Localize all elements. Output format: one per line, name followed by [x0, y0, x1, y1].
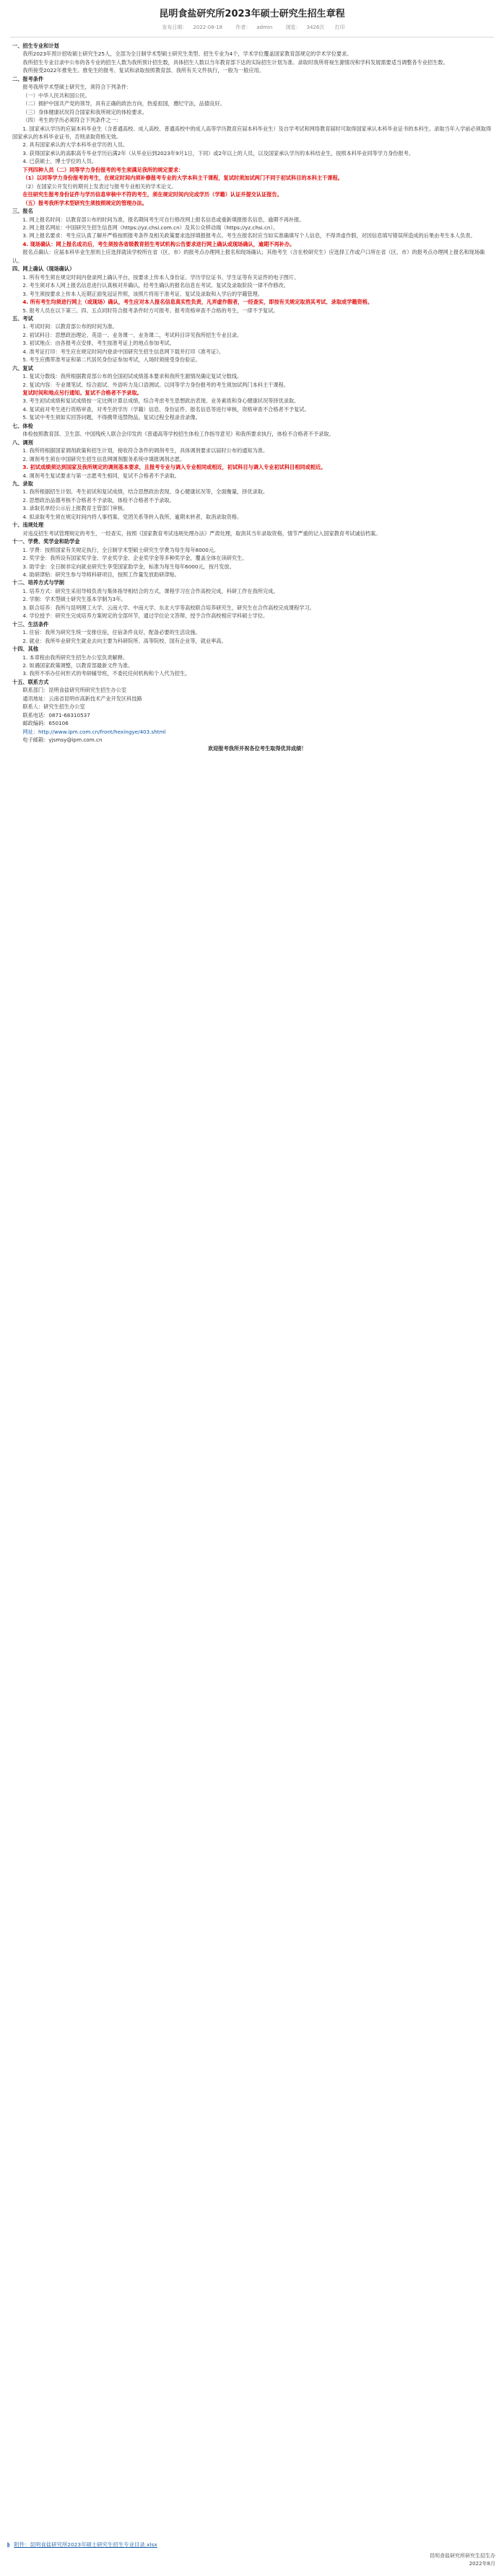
paragraph: （五）报考我所学术型研究生须按照规定的管理办法。 — [22, 199, 147, 206]
paragraph: 3. 初试成绩须达到国家及我所规定的调剂基本要求，且报考专业与调入专业相同或相近，初试科目与调入专业初试科目相同或相近。 — [22, 464, 326, 471]
section-heading: 六、复试 — [12, 364, 33, 372]
paragraph: （三）身体健康状况符合国家和我所规定的体检要求。 — [22, 108, 147, 115]
paragraph: 下列四种人员（二）同等学力身份报考的考生须满足我所的规定要求： — [22, 166, 184, 173]
paragraph: 4. 调剂考生复试要求与第一志愿考生相同，复试不合格者不予录取。 — [22, 472, 180, 479]
paragraph: 3. 获得国家承认的高职高专毕业学历后满2年（从毕业后到2023年9月1日，下同）或2年以上的人员，以及国家承认学历的本科结业生，按照本科毕业同等学力身份报考。 — [22, 149, 414, 157]
paragraph: 3. 初试地点：由各报考点安排，考生按准考证上的地点参加考试。 — [22, 340, 175, 347]
paragraph: 对违反招生考试管理规定的考生，一经查实，按照《国家教育考试违规处理办法》严肃处理，取消其当年录取资格，情节严重的记入国家教育考试诚信档案。 — [22, 529, 381, 537]
print-link[interactable]: 打印 — [334, 25, 345, 30]
paragraph: 1. 住宿：我所为研究生统一安排住宿，住宿条件良好，配备必要的生活设施。 — [22, 629, 201, 636]
paragraph: 体检按照教育部、卫生部、中国残疾人联合会印发的《普通高等学校招生体检工作指导意见》和我所要求执行，体检不合格者不予录取。 — [22, 431, 334, 438]
paragraph: 联系部门：昆明食盐研究所研究生招生办公室 — [22, 687, 127, 694]
paragraph: 1. 复试分数线：我所根据教育部公布的全国初试成绩基本要求和我所生源情况确定复试分数线。 — [22, 373, 243, 380]
paragraph: 联系电话：0871-68310537 — [22, 711, 90, 718]
paragraph[interactable]: 网址：http://www.ipm.com.cn/front/hexingye/403.shtml — [22, 728, 166, 735]
paragraph: （一）中华人民共和国公民。 — [22, 92, 90, 99]
article-meta — [0, 24, 504, 31]
paragraph: 3. 考生须按要求上传本人近期正面免冠证件照，该照片将用于准考证、复试及录取和入学后的学籍管理。 — [22, 290, 263, 297]
paragraph: 复试时间和地点另行通知。复试不合格者不予录取。 — [22, 390, 142, 397]
paragraph: 2. 调剂考生须在中国研究生招生信息网调剂服务系统中填报调剂志愿。 — [22, 455, 186, 462]
paragraph: 1. 我所将根据国家调剂政策和招生计划，接收符合条件的调剂考生，具体调剂要求以届时公布的通知为准。 — [22, 447, 269, 454]
page-title: 昆明食盐研究所2023年硕士研究生招生章程 — [159, 9, 345, 19]
section-heading: 二、报考条件 — [12, 75, 44, 82]
paragraph: 2. 如遇国家政策调整，以教育部最新文件为准。 — [22, 661, 134, 669]
section-heading: 四、网上确认（现场确认） — [12, 265, 75, 273]
paragraph: 4. 现场确认：网上报名成功后，考生须按各省级教育招生考试机构公告要求进行网上确认或现场确认，逾期不再补办。 — [22, 240, 295, 247]
paragraph: 报考我所学术型硕士研究生，须符合下列条件： — [22, 84, 132, 91]
paragraph: 5. 复试中考生须如实回答问题，不得携带违禁物品，复试过程全程录音录像。 — [22, 414, 201, 421]
view-count: 浏览： 3426次 — [285, 25, 325, 30]
paragraph: 4. 拟录取考生须在规定时间内将人事档案、党团关系等转入我所，逾期未转者，取消录取资格。 — [22, 513, 243, 520]
section-heading: 三、报名 — [12, 208, 33, 215]
paragraph: （二）拥护中国共产党的领导，具有正确的政治方向，热爱祖国，遵纪守法，品德良好。 — [22, 100, 225, 107]
footer-org: 昆明食盐研究所研究生招生办 — [430, 2553, 495, 2559]
paragraph: 1. 网上报名时间：以教育部公布的时间为准，报名期间考生可自行修改网上报名信息或重新填报报名信息，逾期不再补报。 — [22, 216, 305, 223]
paragraph: （1）以同等学力身份报考的考生，在规定时间内须补修报考专业的大学本科主干课程，复试时须加试两门不同于初试科目的本科主干课程。 — [22, 175, 343, 182]
paragraph: 1. 学费：按照国家有关规定执行，全日制学术型硕士研究生学费为每生每年8000元。 — [22, 546, 220, 553]
paragraph: 4. 准考证打印：考生应在规定时间内登录中国研究生招生信息网下载并打印《准考证》。 — [22, 348, 225, 355]
section-heading: 七、体检 — [12, 422, 33, 429]
section-heading: 八、调剂 — [12, 439, 33, 446]
paragraph: 在往研究生报考身份证件与学历信息审核中不符的考生，须在规定时间内完成学历（学籍）认证并提交认证报告。 — [22, 191, 282, 198]
paragraph: 1. 考试时间：以教育部公布的时间为准。 — [22, 323, 118, 330]
article-header — [0, 0, 504, 31]
paragraph: 2. 网上报名网址：中国研究生招生信息网（https://yz.chsi.com.cn）及其公众移动端（https://yz.chsi.cn）。 — [22, 224, 279, 231]
paragraph: 2. 思想政治品德考核不合格者不予录取，体检不合格者不予录取。 — [22, 496, 175, 504]
paragraph: 3. 网上报名要求：考生应认真了解并严格按照报考条件及相关政策要求选择填报报考点。考生在报名时应当如实准确填写个人信息，不得弄虚作假，对因信息填写错误所造成的后果由考生本人负责。 — [22, 232, 476, 239]
paragraph: 3. 录取名单经公示后上报教育主管部门审核。 — [22, 505, 129, 512]
paragraph: 4. 学位授予：研究生完成培养方案规定的全部环节，通过学位论文答辩，授予合作高校相应学科硕士学位。 — [22, 612, 269, 620]
paragraph: 2. 复试内容：专业课笔试、综合面试、外语听力及口语测试。以同等学力身份报考的考生须加试两门本科主干课程。 — [22, 381, 289, 388]
paragraph: 3. 我所不举办任何形式的考研辅导班，不委托任何机构和个人代为招生。 — [22, 670, 191, 677]
attachment-label: 附件： — [14, 2541, 30, 2548]
paragraph: 我所招生专业目录中公布的各专业的招生人数为我所预计招生数，具体招生人数以当年教育部下达的实际招生计划为准。录取时我所将视生源情况和学科发展需要适当调整各专业招生数。 — [22, 58, 448, 66]
paragraph: 1. 本章程由我所研究生招生办公室负责解释。 — [22, 654, 129, 661]
paragraph: 1. 我所根据招生计划、考生初试和复试成绩，结合思想政治表现、身心健康状况等，全面衡量，择优录取。 — [22, 488, 269, 496]
paragraph: 1. 培养方式：研究生采用导师负责与集体指导相结合的方式，课程学习在合作高校完成，科研工作在我所完成。 — [22, 587, 279, 594]
paragraph: 4. 已获硕士、博士学位的人员。 — [22, 158, 97, 165]
paragraph: 4. 助研津贴：研究生参与导师科研项目，按照工作量发放助研津贴。 — [22, 571, 180, 578]
section-heading: 十三、生活条件 — [12, 620, 49, 628]
section-heading: 十五、联系方式 — [12, 678, 49, 685]
paragraph: 我所接受2022年推免生。推免生的报考、复试和录取按照教育部、我所有关文件执行，一般为一般应用。 — [22, 67, 264, 74]
section-heading: 十一、学费、奖学金和助学金 — [12, 538, 80, 545]
paragraph: 联系人：研究生招生办公室 — [22, 703, 85, 711]
paragraph: 1. 国家承认学历的应届本科毕业生（含普通高校、成人高校、普通高校中的成人高等学历教育应届本科毕业生）及自学考试和网络教育届时可取得国家承认本科毕业证书的本科生。录取当年入学前必须取得国家承认的本科毕业证书，否则录取资格无效。 — [12, 125, 492, 140]
section-heading: 五、考试 — [12, 315, 33, 322]
section-heading: 一、招生专业和计划 — [12, 43, 59, 49]
paragraph: 4. 复试前对考生进行资格审查，对考生的学历（学籍）信息、身份证件、报名信息等进行审核，资格审查不合格者不予复试。 — [22, 405, 310, 413]
paragraph: （2）在国家公开发行的期刊上发表过与报考专业相关的学术论文。 — [22, 183, 177, 190]
paragraph: 1. 所有考生须在规定时间内登录网上确认平台，按要求上传本人身份证、学历学位证书、学生证等有关证件的电子图片。 — [22, 273, 300, 281]
paragraph: 5. 考生应携带准考证和第二代居民身份证参加考试，入场时须接受身份验证。 — [22, 356, 201, 364]
paragraph: 2. 具有国家承认的大学本科毕业学历的人员。 — [22, 141, 129, 149]
section-heading: 九、录取 — [12, 480, 33, 488]
paragraph: 3. 助学金：全日制非定向就业研究生享受国家助学金，标准为每生每年6000元，按月发放。 — [22, 563, 235, 570]
paragraph: 2. 就业：我所毕业研究生就业去向主要为科研院所、高等院校、国有企业等，就业率高。 — [22, 637, 227, 644]
paragraph: 2. 考生须对本人网上报名信息进行认真核对并确认，经考生确认的报名信息在考试、复试及录取阶段一律不作修改。 — [22, 282, 289, 289]
publish-date: 发布日期： 2022-08-18 — [162, 25, 223, 30]
paragraph: 4. 所有考生均须进行网上（或现场）确认，考生应对本人报名信息真实性负责，凡弄虚作假者，一经查实，即按有关规定取消其考试、录取或学籍资格。 — [22, 299, 373, 306]
paperclip-icon — [6, 2542, 11, 2548]
article-body — [0, 38, 504, 752]
paragraph: 2. 初试科目：思想政治理论、英语一、业务课一、业务课二，考试科目详见我所招生专业目录。 — [22, 331, 243, 338]
paragraph: 2. 奖学金：我所设有国家奖学金、学业奖学金、企业奖学金等多种奖学金，覆盖全体在读研究生。 — [22, 555, 248, 562]
paragraph: 电子邮箱：yjsmsy@ipm.com.cn — [22, 737, 103, 744]
section-heading: 十、违规处理 — [12, 522, 44, 529]
attachment-filename[interactable]: 昆明食盐研究所2023年硕士研究生招生专业目录.xlsx — [30, 2541, 157, 2548]
paragraph: （四）考生的学历必须符合下列条件之一： — [22, 117, 121, 124]
attachment-link[interactable] — [6, 2541, 157, 2549]
paragraph: 邮政编码：650106 — [22, 720, 69, 727]
paragraph: 3. 联合培养：我所与昆明理工大学、云南大学、中南大学、东北大学等高校联合培养研究生，研究生在合作高校完成课程学习。 — [22, 604, 315, 611]
paragraph: 通讯地址：云南省昆明市高新技术产业开发区科技路 — [22, 695, 142, 702]
paragraph: 3. 考生初试成绩和复试成绩按一定比例计算总成绩，综合考虑考生思想政治表现、业务素质和身心健康状况等择优录取。 — [22, 397, 300, 405]
paragraph: 5. 报考人员在以下第三、四、五点同时符合报考条件时方可报考。报考资格审查不合格的考生，一律不予复试。 — [22, 307, 279, 314]
article-footer — [430, 2552, 495, 2568]
paragraph: 2. 学制：学术型硕士研究生基本学制为3年。 — [22, 596, 126, 603]
author: 作者： admin — [235, 25, 273, 30]
closing-line: 欢迎报考我所并祝各位考生取得优异成绩！ — [207, 744, 307, 752]
paragraph: 报名点确认：应届本科毕业生原则上应选择就读学校所在省（区、市）的报考点办理网上报名和现场确认；其他考生（含在校研究生）应选择工作或户口所在省（区、市）的报考点办理网上报名和现场确认。 — [12, 249, 485, 264]
section-heading: 十二、培养方式与学制 — [12, 579, 64, 586]
paragraph: 我所2023年预计招收硕士研究生25人，全部为全日制学术型硕士研究生类型。招生专业为4个，学术学位覆盖国家教育部规定的学术学位要求。 — [22, 50, 352, 58]
section-heading: 十四、其他 — [12, 646, 38, 653]
footer-date: 2022年8月 — [469, 2561, 495, 2567]
